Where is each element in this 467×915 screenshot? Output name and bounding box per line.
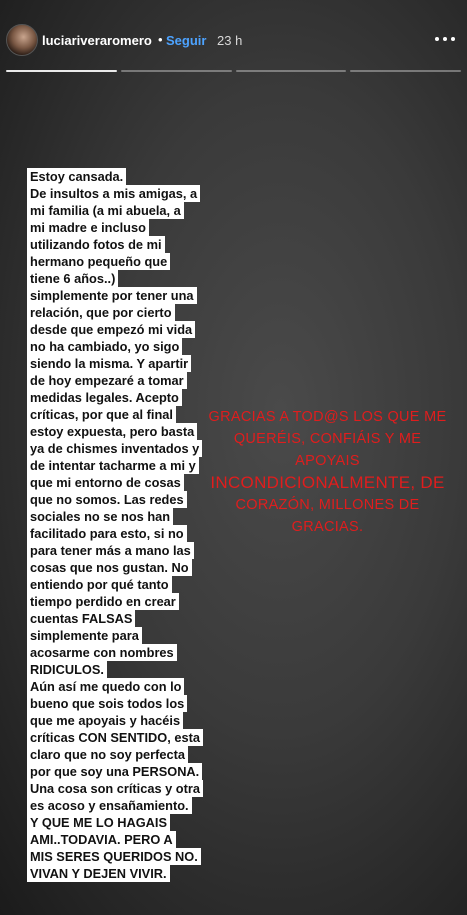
text-line: simplemente para	[27, 627, 142, 644]
text-line: hermano pequeño que	[27, 253, 170, 270]
text-line: claro que no soy perfecta	[27, 746, 188, 763]
text-line: Aún así me quedo con lo	[27, 678, 184, 695]
text-line: que no somos. Las redes	[27, 491, 187, 508]
text-line: utilizando fotos de mi	[27, 236, 165, 253]
text-line: entiendo por qué tanto	[27, 576, 172, 593]
thanks-line: GRACIAS A TOD@S LOS QUE ME	[208, 409, 447, 425]
text-line: bueno que sois todos los	[27, 695, 187, 712]
text-line: ya de chismes inventados y	[27, 440, 202, 457]
avatar[interactable]	[6, 24, 38, 56]
thanks-message	[200, 406, 455, 538]
text-line: De insultos a mis amigas, a	[27, 185, 200, 202]
text-line: críticas, por que al final	[27, 406, 176, 423]
text-line: RIDICULOS.	[27, 661, 107, 678]
text-line: Estoy cansada.	[27, 168, 126, 185]
text-line: simplemente por tener una	[27, 287, 197, 304]
text-line: estoy expuesta, pero basta	[27, 423, 197, 440]
text-line: para tener más a mano las	[27, 542, 194, 559]
text-line: facilitado para esto, si no	[27, 525, 187, 542]
text-line: cosas que nos gustan. No	[27, 559, 192, 576]
text-line: AMI..TODAVIA. PERO A	[27, 831, 176, 848]
story-progress-bar	[6, 70, 461, 72]
thanks-line: QUERÉIS, CONFIÁIS Y ME APOYAIS	[233, 431, 422, 469]
text-line: por que soy una PERSONA.	[27, 763, 202, 780]
text-line: relación, que por cierto	[27, 304, 175, 321]
text-line: tiempo perdido en crear	[27, 593, 179, 610]
story-text-block	[27, 168, 221, 882]
progress-segment	[236, 70, 347, 72]
text-line: acosarme con nombres	[27, 644, 177, 661]
thanks-line: CORAZÓN, MILLONES DE GRACIAS.	[235, 497, 420, 535]
text-line: medidas legales. Acepto	[27, 389, 182, 406]
more-dots-icon[interactable]	[430, 30, 460, 48]
text-line: que mi entorno de cosas	[27, 474, 184, 491]
text-line: no ha cambiado, yo sigo	[27, 338, 182, 355]
text-line: mi madre e incluso	[27, 219, 149, 236]
follow-button[interactable]: Seguir	[166, 33, 207, 48]
text-line: críticas CON SENTIDO, esta	[27, 729, 203, 746]
separator-dot: •	[158, 32, 163, 47]
progress-segment	[6, 70, 117, 72]
progress-segment	[350, 70, 461, 72]
text-line: de intentar tacharme a mi y	[27, 457, 199, 474]
username-link[interactable]: luciariveraromero	[42, 33, 152, 48]
text-line: Una cosa son críticas y otra	[27, 780, 203, 797]
text-line: Y QUE ME LO HAGAIS	[27, 814, 170, 831]
text-line: desde que empezó mi vida	[27, 321, 195, 338]
post-time: 23 h	[217, 33, 243, 48]
text-line: VIVAN Y DEJEN VIVIR.	[27, 865, 170, 882]
text-line: siendo la misma. Y apartir	[27, 355, 191, 372]
text-line: mi familia (a mi abuela, a	[27, 202, 184, 219]
text-line: que me apoyais y hacéis	[27, 712, 183, 729]
text-line: tiene 6 años..)	[27, 270, 118, 287]
text-line: MIS SERES QUERIDOS NO.	[27, 848, 201, 865]
thanks-line: INCONDICIONALMENTE, DE	[210, 473, 445, 492]
text-line: de hoy empezaré a tomar	[27, 372, 187, 389]
text-line: sociales no se nos han	[27, 508, 173, 525]
text-line: cuentas FALSAS	[27, 610, 135, 627]
progress-segment	[121, 70, 232, 72]
story-header	[0, 22, 467, 62]
text-line: es acoso y ensañamiento.	[27, 797, 192, 814]
